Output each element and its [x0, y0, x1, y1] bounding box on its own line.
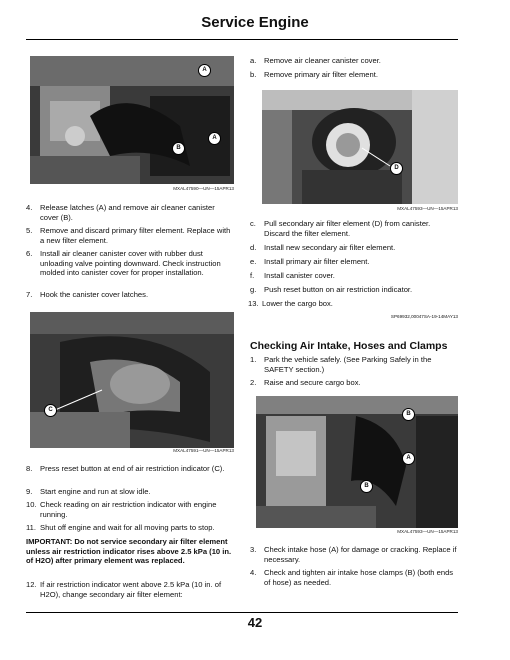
callout-a-1: A: [198, 64, 211, 77]
list-item: 5. Remove and discard primary filter element. Replace with a new filter element.: [26, 226, 231, 245]
intake-hose-photo: [256, 396, 458, 528]
callout-b-top: B: [402, 408, 415, 421]
list-item: 7. Hook the canister cover latches.: [26, 290, 149, 299]
image-caption: MXAL47593—UN—15APR13: [397, 206, 458, 211]
reference-code: SP69932,00047SA-19-14MAY13: [390, 314, 458, 319]
list-item: 12. If air restriction indicator went above 2.5 kPa (10 in. of H2O), change secondary air filter element:: [26, 580, 222, 599]
list-item: 4. Check and tighten air intake hose clamps (B) (both ends of hose) as needed.: [250, 568, 454, 587]
list-item: 9. Start engine and run at slow idle.: [26, 487, 151, 496]
callout-a-2: A: [208, 132, 221, 145]
list-item: 4. Release latches (A) and remove air cleaner canister cover (B).: [26, 203, 215, 222]
list-item: g. Push reset button on air restriction indicator.: [250, 285, 413, 294]
page-title: Service Engine: [201, 14, 309, 31]
callout-b-1: B: [172, 142, 185, 155]
callout-d: D: [390, 162, 403, 175]
page-number: 42: [247, 615, 263, 630]
callout-c: C: [44, 404, 57, 417]
engine-photo-latches: [30, 56, 234, 184]
image-caption: MXAL47593—UN—15APR13: [397, 529, 458, 534]
list-item: 10. Check reading on air restriction indicator with engine running.: [26, 500, 217, 519]
list-item: 2. Raise and secure cargo box.: [250, 378, 361, 387]
list-item: 8. Press reset button at end of air restriction indicator (C).: [26, 464, 225, 473]
list-item: 6. Install air cleaner canister cover with rubber dust unloading valve pointing downward. Check instruction molded into canister cover for proper installation.: [26, 249, 221, 278]
footer-rule: [26, 612, 458, 613]
list-item: d. Install new secondary air filter element.: [250, 243, 396, 252]
list-item: 13. Lower the cargo box.: [248, 299, 333, 308]
engine-photo-indicator: [30, 312, 234, 448]
filter-photo: [262, 90, 458, 204]
list-item: f. Install canister cover.: [250, 271, 335, 280]
callout-a: A: [402, 452, 415, 465]
list-item: b. Remove primary air filter element.: [250, 70, 378, 79]
list-item: 1. Park the vehicle safely. (See Parking Safely in the SAFETY section.): [250, 355, 432, 374]
list-item: a. Remove air cleaner canister cover.: [250, 56, 381, 65]
list-item: e. Install primary air filter element.: [250, 257, 370, 266]
list-item: 11. Shut off engine and wait for all moving parts to stop.: [26, 523, 215, 532]
image-caption: MXAL47591—UN—15APR13: [173, 448, 234, 453]
section-heading: Checking Air Intake, Hoses and Clamps: [250, 340, 448, 352]
header-rule: [26, 39, 458, 40]
important-note: IMPORTANT: Do not service secondary air filter element unless air restriction indicator rises above 2.5 kPa (10 in. of H2O) after primary element was replaced.: [26, 537, 232, 566]
image-caption: MXAL47590—UN—15APR13: [173, 186, 234, 191]
list-item: 3. Check intake hose (A) for damage or cracking. Replace if necessary.: [250, 545, 457, 564]
list-item: c. Pull secondary air filter element (D) from canister. Discard the filter element.: [250, 219, 431, 238]
callout-b-bottom: B: [360, 480, 373, 493]
